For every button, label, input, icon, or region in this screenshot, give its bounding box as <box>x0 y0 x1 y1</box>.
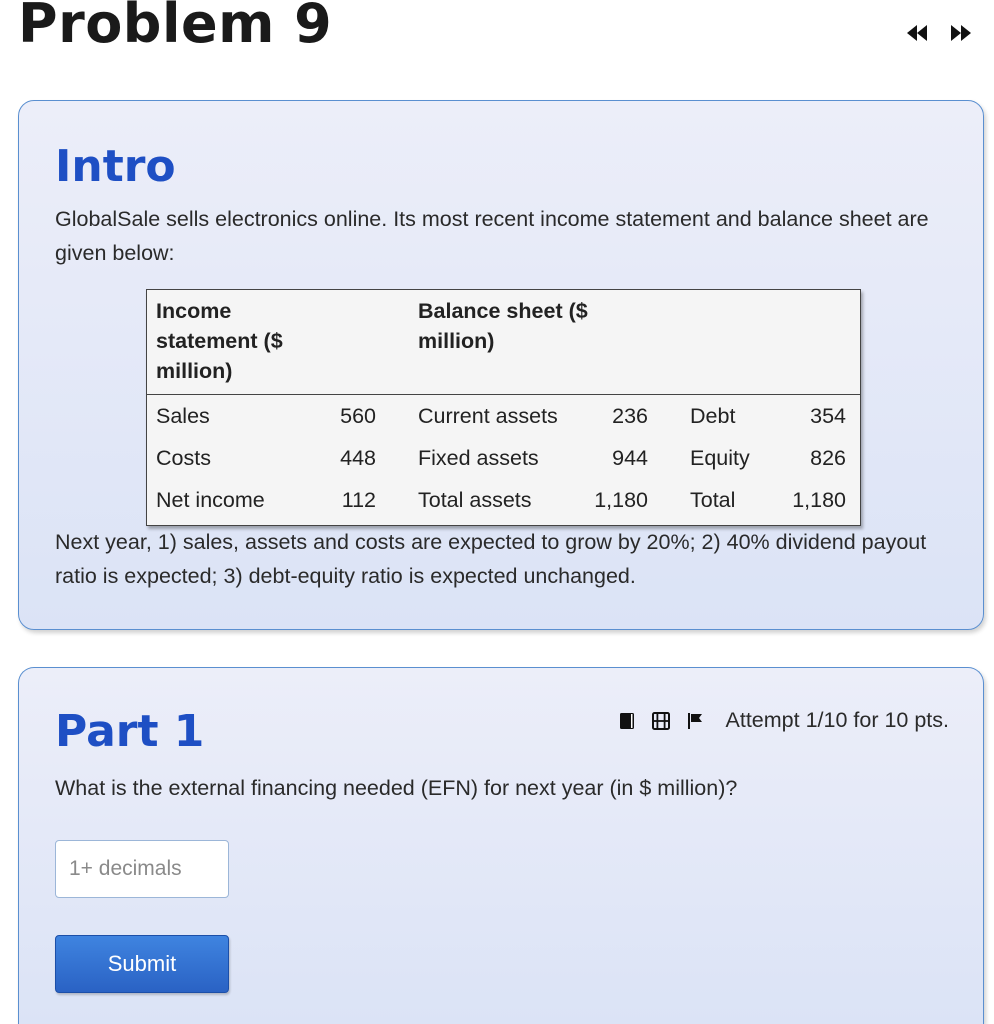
submit-button[interactable]: Submit <box>55 935 229 993</box>
table-cell: Current assets <box>418 403 558 428</box>
part-tools <box>618 708 949 733</box>
problem-navigation <box>906 22 972 44</box>
attempt-counter: Attempt 1/10 for 10 pts. <box>725 708 949 732</box>
table-cell: 560 <box>340 403 376 428</box>
table-cell: 826 <box>810 445 846 470</box>
table-cell: Equity <box>690 445 750 470</box>
question-text: What is the external financing needed (EFN) for next year (in $ million)? <box>55 776 738 800</box>
table-cell: 354 <box>810 403 846 428</box>
table-row <box>147 437 861 479</box>
growth-assumptions-text: Next year, 1) sales, assets and costs are expected to grow by 20%; 2) 40% dividend payout ratio is expected; 3) debt-equity ratio is expected unchanged. <box>55 530 927 588</box>
table-cell: 1,180 <box>792 487 846 512</box>
table-cell: 448 <box>340 445 376 470</box>
intro-text: GlobalSale sells electronics online. Its most recent income statement and balance sheet are given below: <box>55 207 929 265</box>
table-cell: Total assets <box>418 487 532 512</box>
double-chevron-right-icon[interactable] <box>950 22 972 44</box>
table-cell: 944 <box>612 445 648 470</box>
financial-statements-table <box>146 289 861 526</box>
table-cell: Net income <box>156 487 265 512</box>
table-cell: Debt <box>690 403 736 428</box>
answer-input[interactable] <box>55 840 229 898</box>
part-1-heading: Part 1 <box>55 706 205 757</box>
table-cell: Fixed assets <box>418 445 539 470</box>
part-1-card <box>18 667 984 1024</box>
table-row <box>147 395 861 438</box>
table-row <box>147 479 861 526</box>
table-cell: 112 <box>341 487 376 512</box>
intro-heading: Intro <box>55 141 176 192</box>
table-cell: Total <box>690 487 736 512</box>
table-header-balance-sheet: Balance sheet ($ million) <box>384 290 861 395</box>
table-cell: Sales <box>156 403 210 428</box>
table-header-income-statement: Income statement ($ million) <box>147 290 385 395</box>
table-cell: 236 <box>612 403 648 428</box>
table-cell: Costs <box>156 445 211 470</box>
film-icon[interactable] <box>652 712 670 730</box>
flag-icon[interactable] <box>686 712 704 730</box>
double-chevron-left-icon[interactable] <box>906 22 928 44</box>
page-title: Problem 9 <box>18 0 333 55</box>
intro-card <box>18 100 984 630</box>
table-cell: 1,180 <box>594 487 648 512</box>
book-icon[interactable] <box>618 712 636 730</box>
